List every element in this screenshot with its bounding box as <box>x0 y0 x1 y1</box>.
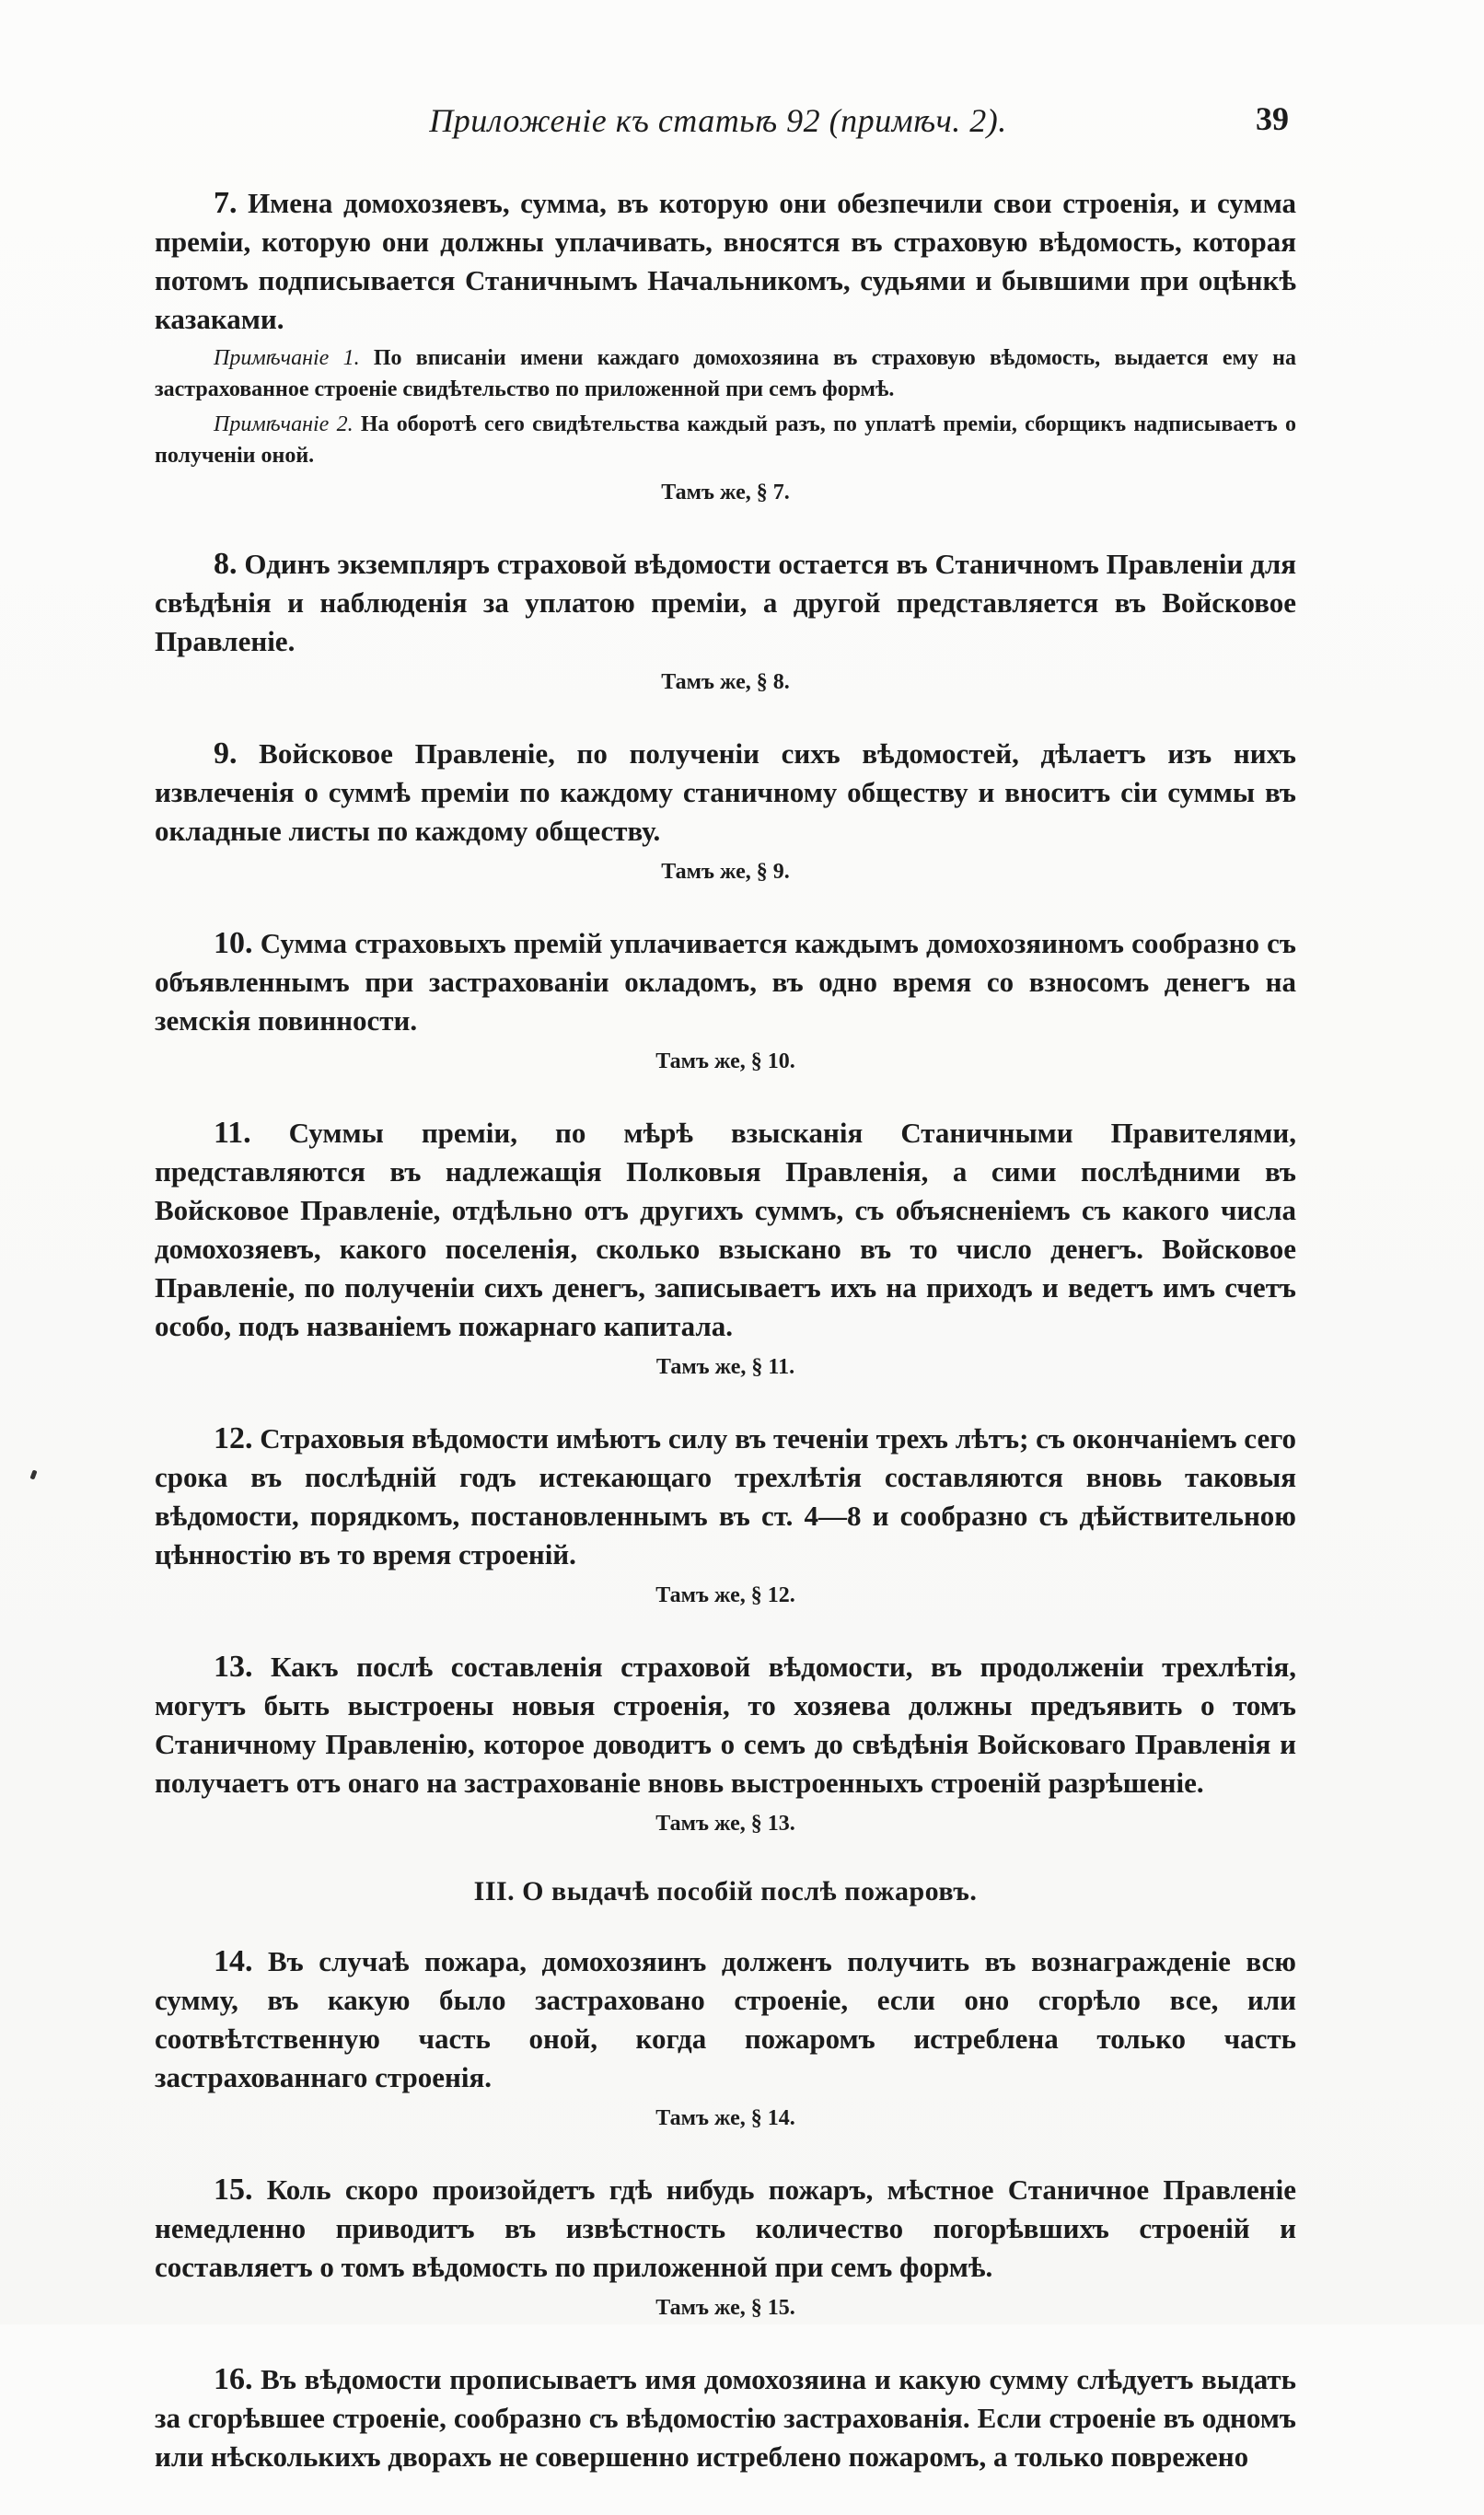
article-text: Одинъ экземпляръ страховой вѣдомости остается въ Станичномъ Правленiи для свѣдѣнiя и наблюденiя за уплатою премiи, а другой представляется въ Войсковое Правленiе. <box>155 548 1297 657</box>
article-number: 15. <box>214 2173 253 2207</box>
article-8 <box>155 545 1296 696</box>
section-heading: III. О выдачѣ пособiй послѣ пожаровъ. <box>473 1876 978 1907</box>
source-reference: Тамъ же, § 12. <box>655 1583 795 1607</box>
source-reference: Тамъ же, § 10. <box>655 1049 795 1073</box>
page-number: 39 <box>1256 100 1289 137</box>
article-text: Войсковое Правленiе, по полученiи сихъ вѣдомостей, дѣлаетъ изъ нихъ извлеченiя о суммѣ премiи по каждому станичному обществу и вноситъ сiи суммы въ окладные листы по каждому обществу. <box>155 737 1296 847</box>
article-paragraph <box>155 545 1296 661</box>
article-number: 16. <box>214 2362 253 2396</box>
article-text: Въ вѣдомости прописываетъ имя домохозяина и какую сумму слѣдуетъ выдать за сгорѣвшее строенiе, сообразно съ вѣдомостiю застрахованiя. Если строенiе въ одномъ или нѣсколькихъ дворахъ не совершенно истреблено пожаромъ, а только поврежено <box>155 2363 1297 2473</box>
article-paragraph <box>155 1648 1296 1802</box>
article-number: 11. <box>214 1116 251 1150</box>
article-paragraph <box>155 2360 1296 2476</box>
article-text: Въ случаѣ пожара, домохозяинъ долженъ получить въ вознагражденiе всю сумму, въ какую было застраховано строенiе, если оно сгорѣло все, или соотвѣтственную часть оной, когда пожаромъ истреблена только часть застрахованнаго строенiя. <box>155 1945 1296 2093</box>
article-number: 10. <box>214 926 253 960</box>
article-16 <box>155 2360 1296 2476</box>
article-number: 9. <box>214 736 238 771</box>
source-reference: Тамъ же, § 7. <box>661 481 790 504</box>
source-reference: Тамъ же, § 8. <box>661 670 790 694</box>
note-text: По вписанiи имени каждаго домохозяина въ страховую вѣдомость, выдается ему на застрахованное строенiе свидѣтельство по приложенной при семъ формѣ. <box>155 346 1296 401</box>
article-paragraph <box>155 924 1296 1040</box>
article-paragraph <box>155 1114 1296 1346</box>
article-10 <box>155 924 1296 1075</box>
ink-speck <box>29 1469 37 1479</box>
article-12 <box>155 1420 1296 1609</box>
article-paragraph <box>155 735 1296 851</box>
article-number: 12. <box>214 1421 253 1455</box>
article-paragraph <box>155 1942 1296 2097</box>
source-reference: Тамъ же, § 13. <box>655 1812 795 1836</box>
source-reference: Тамъ же, § 15. <box>655 2296 795 2320</box>
article-number: 8. <box>214 547 238 581</box>
article-note <box>155 342 1296 405</box>
article-14 <box>155 1942 1296 2132</box>
article-13 <box>155 1648 1296 1837</box>
page-body <box>155 184 1296 2515</box>
source-reference: Тамъ же, § 9. <box>661 860 790 884</box>
article-text: Коль скоро произойдетъ гдѣ нибудь пожаръ, мѣстное Станичное Правленiе немедленно приводитъ въ извѣстность количество погорѣвшихъ строенiй и составляетъ о томъ вѣдомость по приложенной при семъ формѣ. <box>155 2173 1297 2283</box>
article-text: Имена домохозяевъ, сумма, въ которую они обезпечили свои строенiя, и сумма премiи, которую они должны уплачивать, вносятся въ страховую вѣдомость, которая потомъ подписывается Станичнымъ Начальникомъ, судьями и бывшими при оцѣнкѣ казаками. <box>155 187 1296 335</box>
article-text: Страховыя вѣдомости имѣютъ силу въ теченiи трехъ лѣтъ; съ окончанiемъ сего срока въ послѣднiй годъ истекающаго трехлѣтiя составляются вновь таковыя вѣдомости, порядкомъ, постановленнымъ въ ст. 4—8 и сообразно съ дѣйствительною цѣнностiю въ то время строенiй. <box>155 1422 1297 1570</box>
article-text: Сумма страховыхъ премiй уплачивается каждымъ домохозяиномъ сообразно съ объявленнымъ при застрахованiи окладомъ, въ одно время со взносомъ денегъ на земскiя повинности. <box>155 927 1297 1037</box>
article-11 <box>155 1114 1296 1381</box>
article-paragraph <box>155 184 1296 339</box>
article-15 <box>155 2171 1296 2322</box>
article-number: 7. <box>214 186 238 220</box>
article-text: Суммы премiи, по мѣрѣ взысканiя Станичными Правителями, представляются въ надлежащiя Полковыя Правленiя, а сими послѣдними въ Войсковое Правленiе, отдѣльно отъ другихъ суммъ, съ объясненiемъ съ какого числа домохозяевъ, какого поселенiя, сколько взыскано въ то число денегъ. Войсковое Правленiе, по полученiи сихъ денегъ, записываетъ ихъ на приходъ и ведетъ имъ счетъ особо, подъ названiемъ пожарнаго капитала. <box>155 1117 1297 1342</box>
article-paragraph <box>155 2171 1296 2287</box>
page-header <box>147 92 1289 147</box>
note-label: Примѣчанiе 2. <box>214 412 354 436</box>
article-9 <box>155 735 1296 886</box>
source-reference: Тамъ же, § 14. <box>655 2106 795 2130</box>
article-paragraph <box>155 1420 1296 1574</box>
article-note <box>155 409 1296 471</box>
article-number: 13. <box>214 1650 253 1684</box>
source-reference: Тамъ же, § 11. <box>655 1355 795 1379</box>
running-title: Приложенiе къ статьѣ 92 (примѣч. 2). <box>429 102 1007 139</box>
article-text: Какъ послѣ составленiя страховой вѣдомости, въ продолженiи трехлѣтiя, могутъ быть выстроены новыя строенiя, то хозяева должны предъявить о томъ Станичному Правленiю, которое доводитъ о семъ до свѣдѣнiя Войсковаго Правленiя и получаетъ отъ онаго на застрахованiе вновь выстроенныхъ строенiй разрѣшенiе. <box>155 1651 1297 1799</box>
article-number: 14. <box>214 1944 253 1978</box>
note-label: Примѣчанiе 1. <box>214 346 360 370</box>
note-text: На оборотѣ сего свидѣтельства каждый разъ, по уплатѣ премiи, сборщикъ надписываетъ о полученiи оной. <box>155 412 1296 468</box>
article-7 <box>155 184 1296 506</box>
